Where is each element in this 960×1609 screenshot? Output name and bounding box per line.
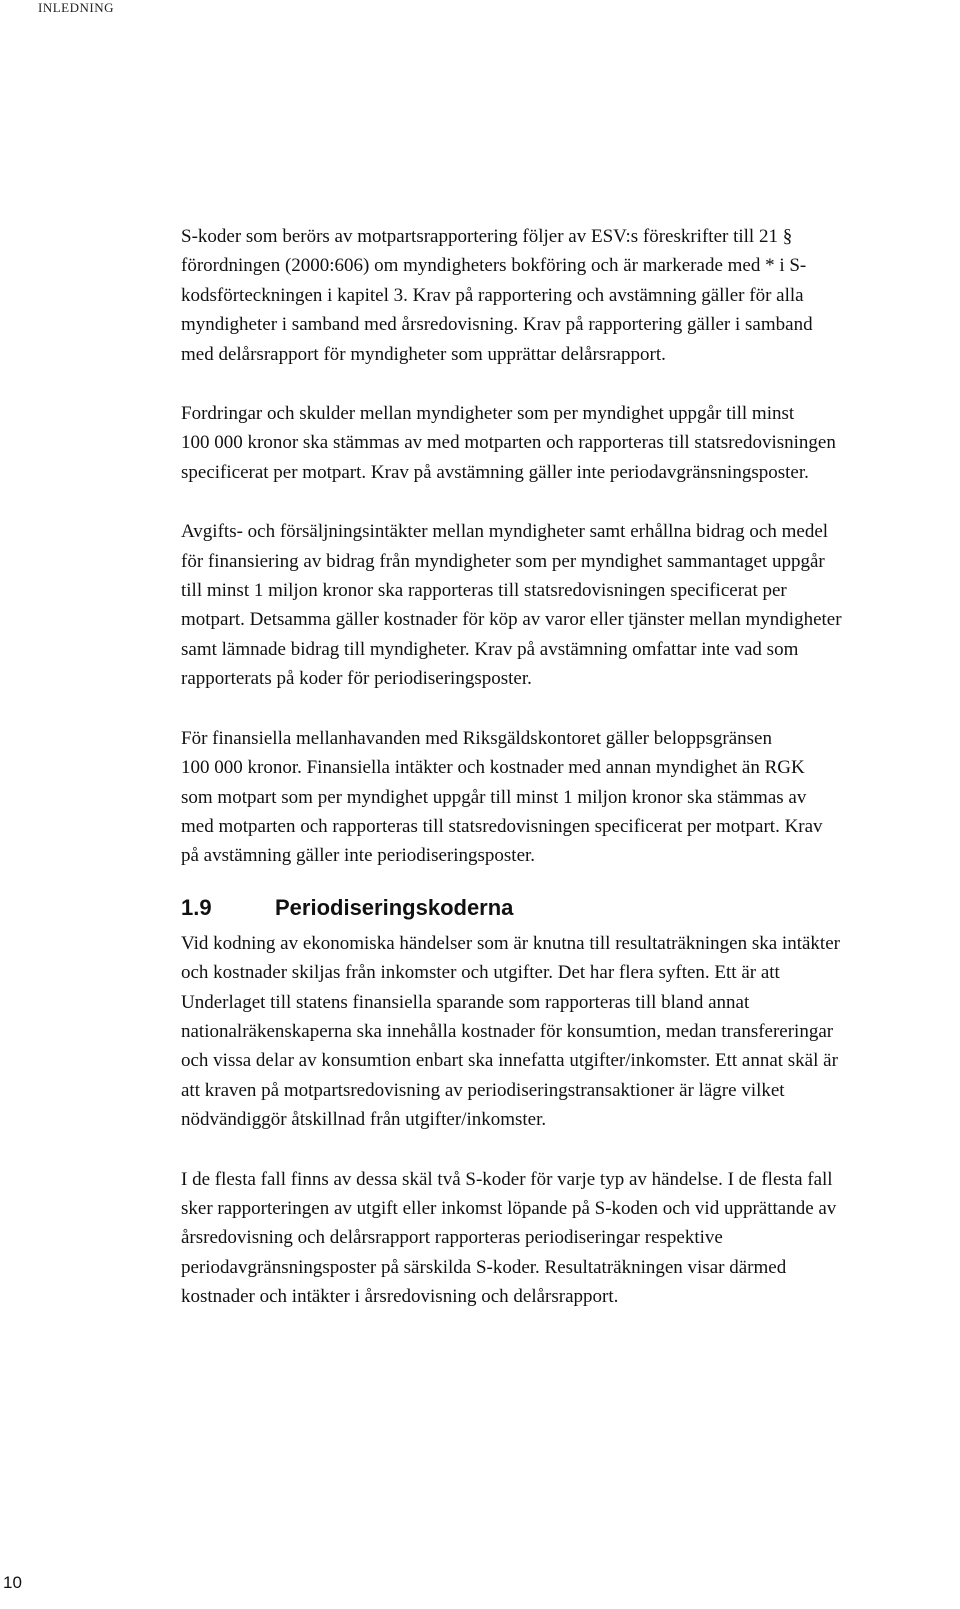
- page-number: 10: [3, 1573, 22, 1592]
- section-title: Periodiseringskoderna: [275, 894, 514, 920]
- text-line: årsredovisning och delårsrapport rapporteras periodiseringar respektive: [181, 1227, 723, 1249]
- text-line: myndigheter i samband med årsredovisning. Krav på rapportering gäller i samband: [181, 314, 813, 336]
- paragraph-motpartsrapportering: [181, 222, 941, 369]
- text-line: nationalräkenskaperna ska innehålla kostnader för konsumtion, medan transfereringar: [181, 1020, 834, 1042]
- text-line: Fordringar och skulder mellan myndigheter som per myndighet uppgår till minst: [181, 403, 795, 425]
- page-body: [181, 222, 941, 1342]
- paragraph-s-koder: [181, 1165, 941, 1312]
- text-line: rapporterats på koder för periodiseringsposter.: [181, 668, 532, 690]
- text-line: för finansiering av bidrag från myndigheter som per myndighet sammantaget uppgår: [181, 550, 825, 572]
- paragraph-avgifter: [181, 517, 941, 693]
- text-line: på avstämning gäller inte periodiseringsposter.: [181, 845, 536, 867]
- text-line: som motpart som per myndighet uppgår till minst 1 miljon kronor ska stämmas av: [181, 786, 807, 808]
- text-line: Vid kodning av ekonomiska händelser som är knutna till resultaträkningen ska intäkter: [181, 932, 840, 954]
- section-number: 1.9: [181, 894, 212, 920]
- text-line: och kostnader skiljas från inkomster och utgifter. Det har flera syften. Ett är att: [181, 962, 780, 984]
- text-line: S-koder som berörs av motpartsrapportering följer av ESV:s föreskrifter till 21 §: [181, 226, 793, 247]
- text-line: Avgifts- och försäljningsintäkter mellan myndigheter samt erhållna bidrag och medel: [181, 521, 829, 543]
- text-line: till minst 1 miljon kronor ska rapporteras till statsredovisningen specificerat per: [181, 580, 787, 602]
- text-line: sker rapporteringen av utgift eller inkomst löpande på S-koden och vid upprättande av: [181, 1197, 837, 1219]
- text-line: 100 000 kronor ska stämmas av med motparten och rapporteras till statsredovisningen: [181, 432, 836, 454]
- text-line: I de flesta fall finns av dessa skäl två S-koder för varje typ av händelse. I de flesta fall: [181, 1168, 833, 1190]
- text-line: För finansiella mellanhavanden med Riksgäldskontoret gäller beloppsgränsen: [181, 727, 772, 749]
- text-line: specificerat per motpart. Krav på avstämning gäller inte periodavgränsningsposter.: [181, 461, 809, 483]
- text-line: med motparten och rapporteras till statsredovisningen specificerat per motpart. Krav: [181, 815, 823, 837]
- paragraph-finansiella: [181, 724, 941, 871]
- text-line: att kraven på motpartsredovisning av periodiseringstransaktioner är lägre vilket: [181, 1079, 785, 1101]
- text-line: motpart. Detsamma gäller kostnader för köp av varor eller tjänster mellan myndigheter: [181, 609, 842, 631]
- text-line: kodsförteckningen i kapitel 3. Krav på rapportering och avstämning gäller för alla: [181, 284, 804, 306]
- text-line: kostnader och intäkter i årsredovisning och delårsrapport.: [181, 1286, 619, 1308]
- paragraph-kodning: [181, 929, 941, 1135]
- text-line: med delårsrapport för myndigheter som upprättar delårsrapport.: [181, 343, 666, 365]
- text-line: förordningen (2000:606) om myndigheters bokföring och är markerade med * i S-: [181, 255, 807, 277]
- text-line: samt lämnade bidrag till myndigheter. Krav på avstämning omfattar inte vad som: [181, 638, 799, 660]
- text-line: Underlaget till statens finansiella sparande som rapporteras till bland annat: [181, 991, 750, 1013]
- text-line: och vissa delar av konsumtion enbart ska innefatta utgifter/inkomster. Ett annat skäl är: [181, 1050, 838, 1072]
- paragraph-fordringar: [181, 399, 941, 487]
- text-line: 100 000 kronor. Finansiella intäkter och kostnader med annan myndighet än RGK: [181, 757, 805, 779]
- running-header: INLEDNING: [38, 0, 114, 15]
- text-line: nödvändiggör åtskillnad från utgifter/inkomster.: [181, 1109, 547, 1131]
- text-line: periodavgränsningsposter på särskilda S-koder. Resultaträkningen visar därmed: [181, 1256, 787, 1278]
- section-heading: [181, 893, 941, 923]
